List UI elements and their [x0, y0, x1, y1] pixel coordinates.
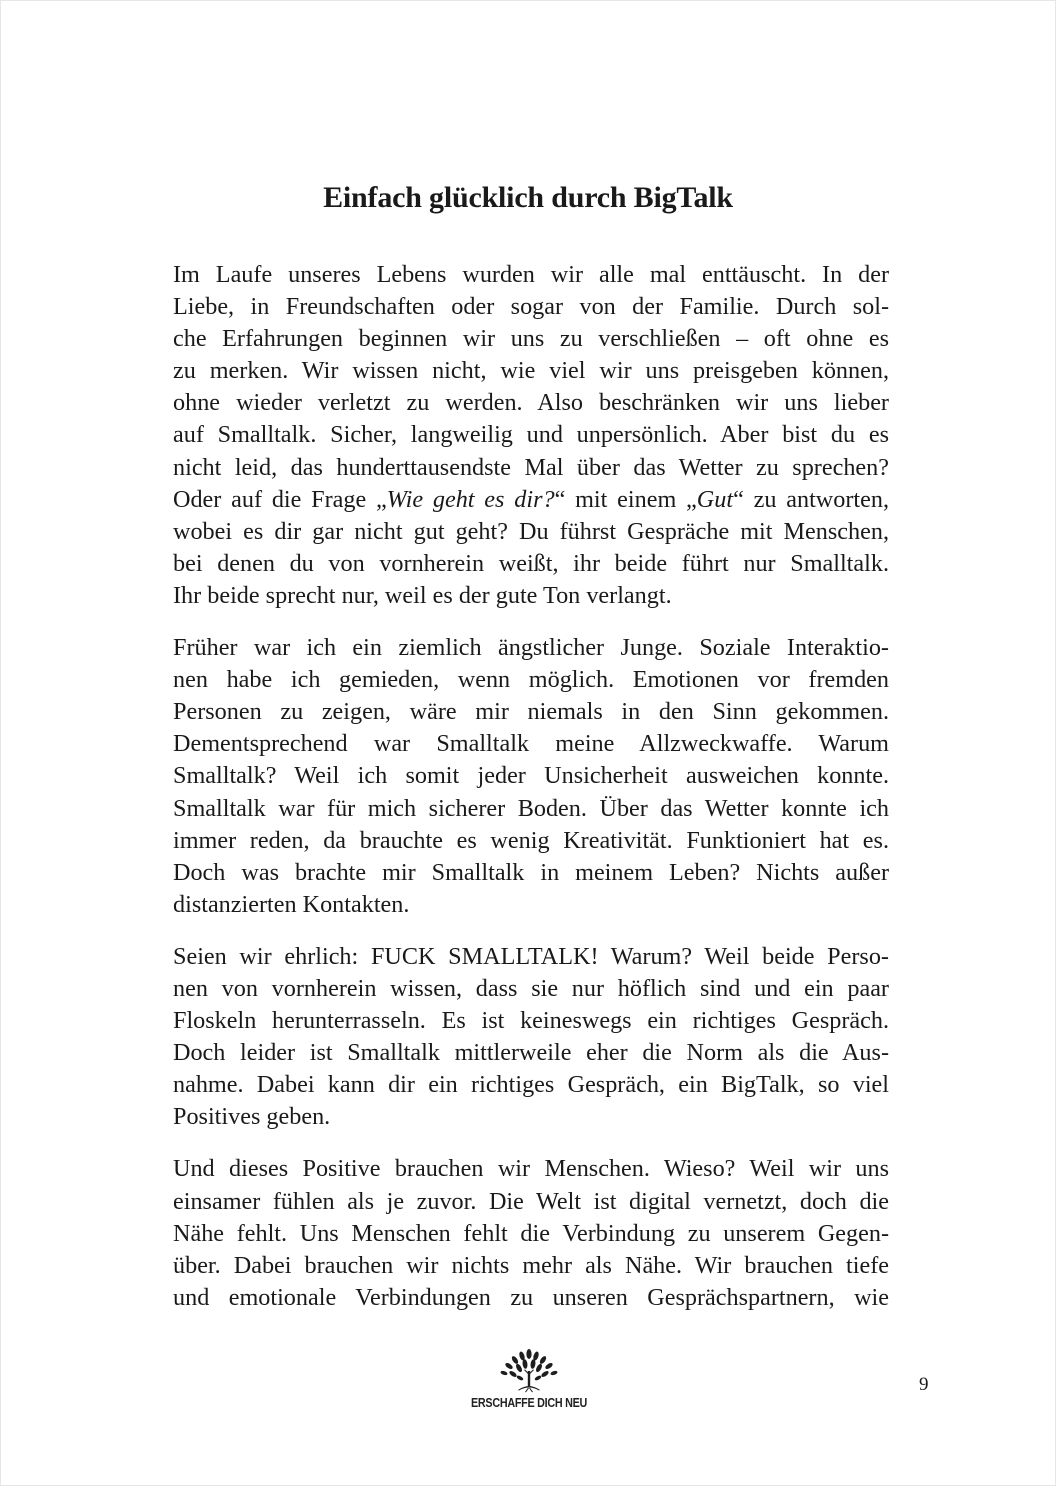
text-line: Smalltalk war für mich sicherer Boden. Über das Wetter konnte ich — [173, 794, 889, 822]
text-line: Und dieses Positive brauchen wir Menschen. Wieso? Weil wir uns — [173, 1155, 889, 1183]
text-line: auf Smalltalk. Sicher, langweilig und unpersönlich. Aber bist du es — [173, 421, 889, 449]
text-line: che Erfahrungen beginnen wir uns zu verschließen – oft ohne es — [173, 325, 889, 353]
paragraph-1 — [173, 259, 889, 612]
publisher-name: ERSCHAFFE DICH NEU — [470, 1396, 587, 1410]
text-line: Positives geben. — [173, 1103, 331, 1131]
chapter-title: Einfach glücklich durch BigTalk — [323, 181, 733, 214]
text-fragment: “ zu antworten, — [733, 485, 890, 513]
paragraph-4 — [173, 1153, 889, 1313]
text-line: nicht leid, das hunderttausendste Mal über das Wetter zu sprechen? — [173, 453, 889, 481]
text-line: Personen zu zeigen, wäre mir niemals in den Sinn gekommen. — [173, 698, 889, 726]
text-line: Nähe fehlt. Uns Menschen fehlt die Verbindung zu unserem Gegen- — [173, 1219, 889, 1247]
italic-quote-question: Wie geht es dir? — [386, 485, 555, 513]
text-line: nen habe ich gemieden, wenn möglich. Emotionen vor fremden — [173, 666, 889, 694]
text-line: Ihr beide sprecht nur, weil es der gute Ton verlangt. — [173, 581, 672, 609]
italic-quote-answer: Gut — [696, 485, 734, 513]
text-line: nahme. Dabei kann dir ein richtiges Gespräch, ein BigTalk, so viel — [173, 1071, 889, 1099]
text-line-with-quotes — [173, 484, 889, 516]
paragraph-2 — [173, 632, 889, 921]
text-line: wobei es dir gar nicht gut geht? Du führst Gespräche mit Menschen, — [173, 517, 889, 545]
text-line: Smalltalk? Weil ich somit jeder Unsicherheit ausweichen konnte. — [173, 762, 889, 790]
paragraph-3 — [173, 941, 889, 1134]
text-line: Früher war ich ein ziemlich ängstlicher Junge. Soziale Interaktio- — [173, 634, 889, 662]
page-number: 9 — [919, 1374, 929, 1395]
text-line: nen von vornherein wissen, dass sie nur höflich sind und ein paar — [173, 974, 889, 1002]
text-line: Doch was brachte mir Smalltalk in meinem Leben? Nichts außer — [173, 858, 889, 886]
publisher-logo — [459, 1349, 599, 1419]
text-line: distanzierten Kontakten. — [173, 890, 410, 918]
text-fragment: “ mit einem „ — [554, 485, 697, 513]
text-line: und emotionale Verbindungen zu unseren Gesprächspartnern, wie — [173, 1283, 889, 1311]
text-line: Im Laufe unseres Lebens wurden wir alle mal enttäuscht. In der — [173, 261, 889, 288]
text-line: immer reden, da brauchte es wenig Kreativität. Funktioniert hat es. — [173, 826, 889, 854]
text-line: zu merken. Wir wissen nicht, wie viel wir uns preisgeben können, — [173, 357, 889, 385]
text-line: Liebe, in Freundschaften oder sogar von der Familie. Durch sol- — [173, 293, 889, 321]
text-line: Dementsprechend war Smalltalk meine Allzweckwaffe. Warum — [173, 730, 889, 758]
text-line: Seien wir ehrlich: FUCK SMALLTALK! Warum? Weil beide Perso- — [173, 942, 889, 970]
tree-icon — [494, 1349, 564, 1395]
text-line: einsamer fühlen als je zuvor. Die Welt ist digital vernetzt, doch die — [173, 1187, 889, 1215]
body-text — [173, 259, 889, 1334]
text-line: Doch leider ist Smalltalk mittlerweile eher die Norm als die Aus- — [173, 1039, 889, 1067]
text-fragment: Oder auf die Frage „ — [173, 485, 387, 513]
text-line: bei denen du von vornherein weißt, ihr beide führt nur Smalltalk. — [173, 549, 889, 577]
text-line: ohne wieder verletzt zu werden. Also beschränken wir uns lieber — [173, 389, 889, 417]
text-line: über. Dabei brauchen wir nichts mehr als Nähe. Wir brauchen tiefe — [173, 1251, 889, 1279]
text-line: Floskeln herunterrasseln. Es ist keineswegs ein richtiges Gespräch. — [173, 1007, 889, 1035]
